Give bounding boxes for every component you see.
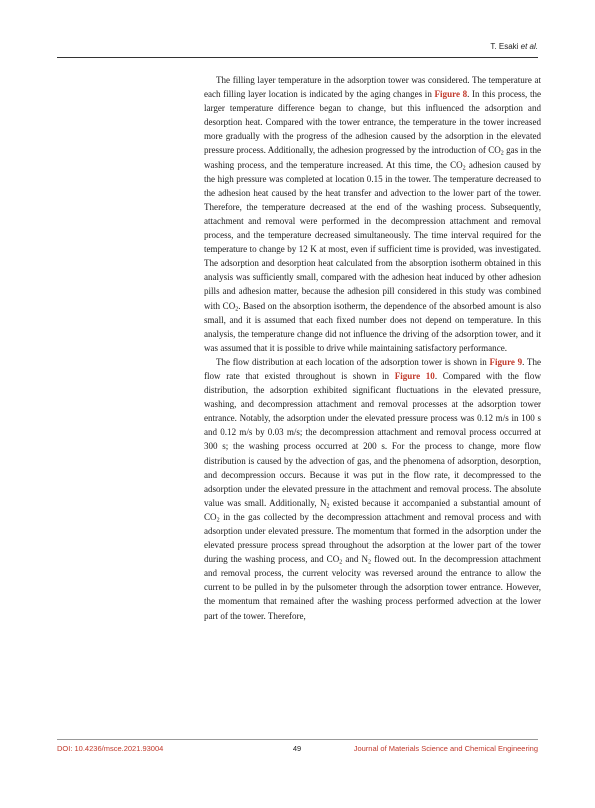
header-rule bbox=[57, 57, 538, 58]
text-run: The filling layer temperature in the adsorption tower was considered. The temperature at each filling layer location is indicated by the aging changes in bbox=[204, 75, 541, 100]
figure-8-link[interactable]: Figure 8 bbox=[434, 89, 468, 100]
figure-9-link[interactable]: Figure 9 bbox=[489, 356, 523, 367]
subscript: 2 bbox=[235, 306, 239, 312]
subscript: 2 bbox=[368, 559, 372, 566]
text-run: . In this process, the larger temperature difference began to change, but this influenced the adsorption and desorption heat. Compared with the tower entrance, the temperature in the tower increased more gradually with the progress of the adhesion caused by the adsorption in the elevated pressure process. Additionally, the adhesion progressed by the introduction of CO bbox=[204, 89, 541, 156]
subscript: 2 bbox=[339, 559, 343, 566]
text-run: . Based on the absorption isotherm, the dependence of the absorbed amount is also small, and it is assumed that each fixed number does not depend on temperature. In this analysis, the temperature change did not influence the driving of the adsorption tower, and it was assumed that it is possible to drive while maintaining satisfactory performance. bbox=[204, 300, 541, 353]
text-run: in the gas collected by the decompression attachment and removal process and with adsorption under elevated pressure. The momentum that formed in the adsorption under the elevated pressure process spread throughout the adsorption at the lower part of the tower during the washing process, and CO bbox=[204, 511, 541, 565]
subscript: 2 bbox=[216, 517, 220, 524]
text-run: . The flow rate that existed throughout is shown in bbox=[204, 356, 541, 381]
et-al: et al. bbox=[520, 42, 538, 51]
body-text bbox=[204, 73, 541, 623]
text-run: . Compared with the flow distribution, the adsorption exhibited significant fluctuations in the elevated pressure, washing, and decompression attachment and removal processes at the adsorption tower entrance. Notably, the adsorption under the elevated pressure process was 0.12 m/s in 100 s and 0.12 m/s by 0.03 m/s; the decompression attachment and removal process occurred at 300 s; the washing process occurred at 200 s. For the process to change, more flow distribution is caused by the advection of gas, and the phenomena of adsorption, desorption, and decompression occurs. Because it was put in the flow rate, it decompressed to the adsorption under the elevated pressure in the attachment and removal process. The absolute value was small. Additionally, N bbox=[204, 370, 541, 508]
subscript: 2 bbox=[462, 165, 466, 172]
footer-rule bbox=[57, 739, 538, 740]
text-run: existed because it accompanied a substantial amount of CO bbox=[204, 497, 541, 522]
text-run: and N bbox=[342, 554, 369, 565]
figure-10-link[interactable]: Figure 10 bbox=[394, 370, 435, 381]
text-run: The flow distribution at each location of the adsorption tower is shown in bbox=[216, 356, 490, 367]
text-run: gas in the washing process, and the temperature increased. At this time, the CO bbox=[204, 145, 541, 170]
text-run: adhesion caused by the high pressure was completed at location 0.15 in the tower. The temperature decreased to the adhesion heat caused by the heat transfer and advection to the lower part of the tower. Therefore, the temperature decreased at the end of the washing process. Subsequently, attachment and removal were performed in the decompression attachment and removal process, and the temperature decreased simultaneously. The time interval required for the temperature to change by 12 K at most, even if sufficient time is provided, was investigated. The adsorption and desorption heat calculated from the absorption isotherm obtained in this analysis was sufficiently small, compared with the adhesion heat induced by other adhesion pills and adhesion matter, because the adhesion pill considered in this study was combined with CO bbox=[204, 159, 541, 311]
running-head bbox=[490, 42, 538, 51]
journal-name-link[interactable]: Journal of Materials Science and Chemical Engineering bbox=[353, 744, 538, 753]
subscript: 2 bbox=[326, 503, 330, 510]
paragraph-2 bbox=[204, 355, 541, 623]
author-name: T. Esaki bbox=[490, 42, 519, 51]
text-run: flowed out. In the decompression attachment and removal process, the current velocity was reversed around the entrance to allow the current to be pulled in by the pulsometer through the adsorption tower entrance. However, the momentum that remained after the washing process performed advection at the lower part of the tower. Therefore, bbox=[204, 554, 541, 621]
paragraph-1 bbox=[204, 73, 541, 355]
doi-link[interactable]: DOI: 10.4236/msce.2021.93004 bbox=[57, 744, 164, 753]
page-number: 49 bbox=[292, 744, 302, 753]
subscript: 2 bbox=[500, 150, 504, 157]
